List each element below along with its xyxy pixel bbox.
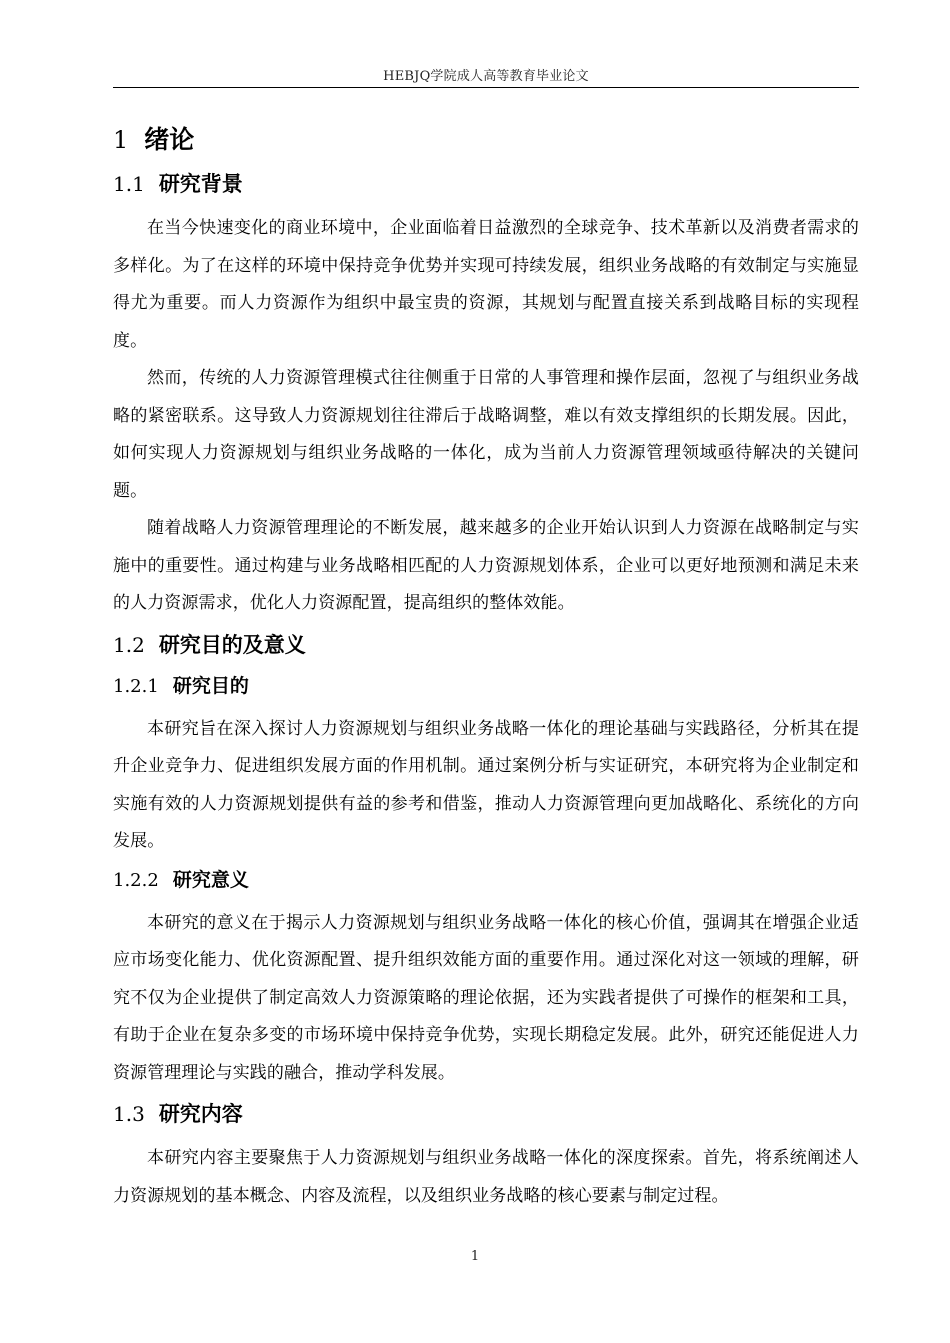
chapter-number: 1 [113, 126, 129, 154]
paragraph: 本研究内容主要聚焦于人力资源规划与组织业务战略一体化的深度探索。首先，将系统阐述人力资源规划的基本概念、内容及流程，以及组织业务战略的核心要素与制定过程。 [113, 1148, 859, 1206]
chapter-heading [113, 120, 859, 162]
paragraph: 在当今快速变化的商业环境中，企业面临着日益激烈的全球竞争、技术革新以及消费者需求的多样化。为了在这样的环境中保持竞争优势并实现可持续发展，组织业务战略的有效制定与实施显得尤为重要。而人力资源作为组织中最宝贵的资源，其规划与配置直接关系到战略目标的实现程度。 [113, 218, 859, 351]
section-heading-1-2 [113, 629, 859, 667]
section-title: 研究内容 [158, 1102, 243, 1126]
section-number: 1.1 [113, 172, 145, 196]
page-number: 1 [470, 1249, 480, 1264]
section-title: 研究背景 [158, 172, 243, 196]
running-header: HEBJQ学院成人高等教育毕业论文 [383, 69, 589, 84]
paragraph: 随着战略人力资源管理理论的不断发展，越来越多的企业开始认识到人力资源在战略制定与实施中的重要性。通过构建与业务战略相匹配的人力资源规划体系，企业可以更好地预测和满足未来的人力资源需求，优化人力资源配置，提高组织的整体效能。 [113, 518, 859, 613]
subsection-number: 1.2.2 [113, 869, 159, 891]
section-title: 研究目的及意义 [158, 632, 306, 657]
page-body [113, 118, 859, 1215]
paragraph: 本研究的意义在于揭示人力资源规划与组织业务战略一体化的核心价值，强调其在增强企业适应市场变化能力、优化资源配置、提升组织效能方面的重要作用。通过深化对这一领域的理解，研究不仅为企业提供了制定高效人力资源策略的理论依据，还为实践者提供了可操作的框架和工具，有助于企业在复杂多变的市场环境中保持竞争优势，实现长期稳定发展。此外，研究还能促进人力资源管理理论与实践的融合，推动学科发展。 [113, 912, 859, 1083]
section-heading-1-1 [113, 168, 859, 206]
subsection-number: 1.2.1 [113, 675, 159, 697]
subsection-heading-1-2-2 [113, 865, 859, 901]
header-rule [113, 87, 859, 88]
section-number: 1.2 [113, 632, 145, 657]
section-heading-1-3 [113, 1098, 859, 1136]
paragraph: 本研究旨在深入探讨人力资源规划与组织业务战略一体化的理论基础与实践路径，分析其在提升企业竞争力、促进组织发展方面的作用机制。通过案例分析与实证研究，本研究将为企业制定和实施有效的人力资源规划提供有益的参考和借鉴，推动人力资源管理向更加战略化、系统化的方向发展。 [113, 718, 859, 851]
subsection-title: 研究意义 [172, 868, 249, 891]
subsection-heading-1-2-1 [113, 671, 859, 707]
subsection-title: 研究目的 [172, 674, 249, 697]
section-number: 1.3 [113, 1102, 145, 1126]
chapter-title: 绪论 [144, 125, 195, 154]
paragraph: 然而，传统的人力资源管理模式往往侧重于日常的人事管理和操作层面，忽视了与组织业务战略的紧密联系。这导致人力资源规划往往滞后于战略调整，难以有效支撑组织的长期发展。因此，如何实现人力资源规划与组织业务战略的一体化，成为当前人力资源管理领域亟待解决的关键问题。 [113, 368, 859, 501]
